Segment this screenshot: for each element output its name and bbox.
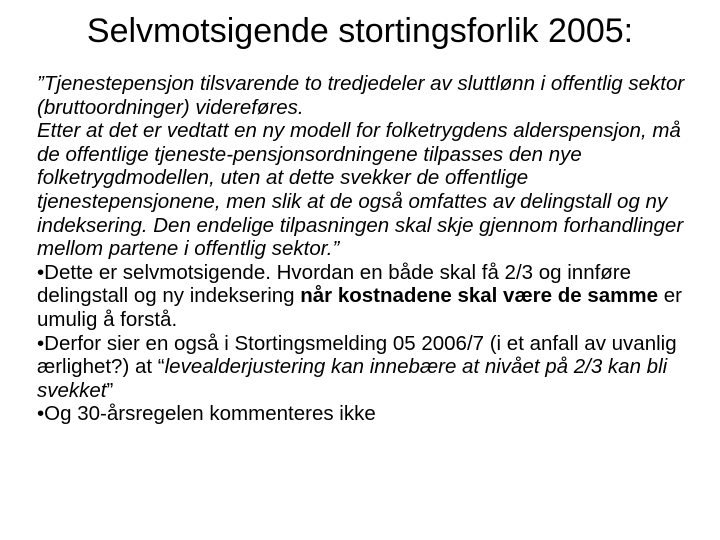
bullet-2-text-end: ” — [106, 378, 114, 402]
bullet-30-arsregelen: •Og 30-årsregelen kommenteres ikke — [37, 402, 376, 426]
bullet-stortingsmelding — [37, 332, 707, 403]
bullet-2-italic-quote: levealderjustering kan innebære at nivået på 2/3 kan bli svekket — [37, 355, 668, 402]
bullet-1-text: •Dette er selvmotsigende. Hvordan en både skal få 2/3 og innføre delingstall og ny indeksering — [37, 260, 632, 308]
slide-title: Selvmotsigende stortingsforlik 2005: — [86, 12, 634, 50]
bullet-selvmotsigende — [37, 261, 707, 332]
quote-paragraph-1: ”Tjenestepensjon tilsvarende to tredjedeler av sluttlønn i offentlig sektor (bruttoordninger) videreføres. — [37, 72, 685, 119]
bullet-1-text-end: er umulig å forstå. — [37, 284, 682, 331]
quote-paragraph-2: Etter at det er vedtatt en ny modell for folketrygdens alderspensjon, må de offentlige tjeneste-pensjonsordningene tilpasses den nye folketrygdmodellen, uten at dette svekker de offentlige tjenestepensjonene, men slik at de også omfattes av delingstall og ny indeksering. Den endelige tilpasningen skal skje gjennom forhandlinger mellom partene i offentlig sektor.” — [37, 119, 684, 261]
bullet-2-text: •Derfor sier en også i Stortingsmelding 05 2006/7 (i et anfall av uvanlig ærlighet?) at “ — [37, 331, 677, 379]
bullet-1-bold-text: når kostnadene skal være de samme — [300, 284, 659, 308]
slide-body — [37, 72, 707, 426]
